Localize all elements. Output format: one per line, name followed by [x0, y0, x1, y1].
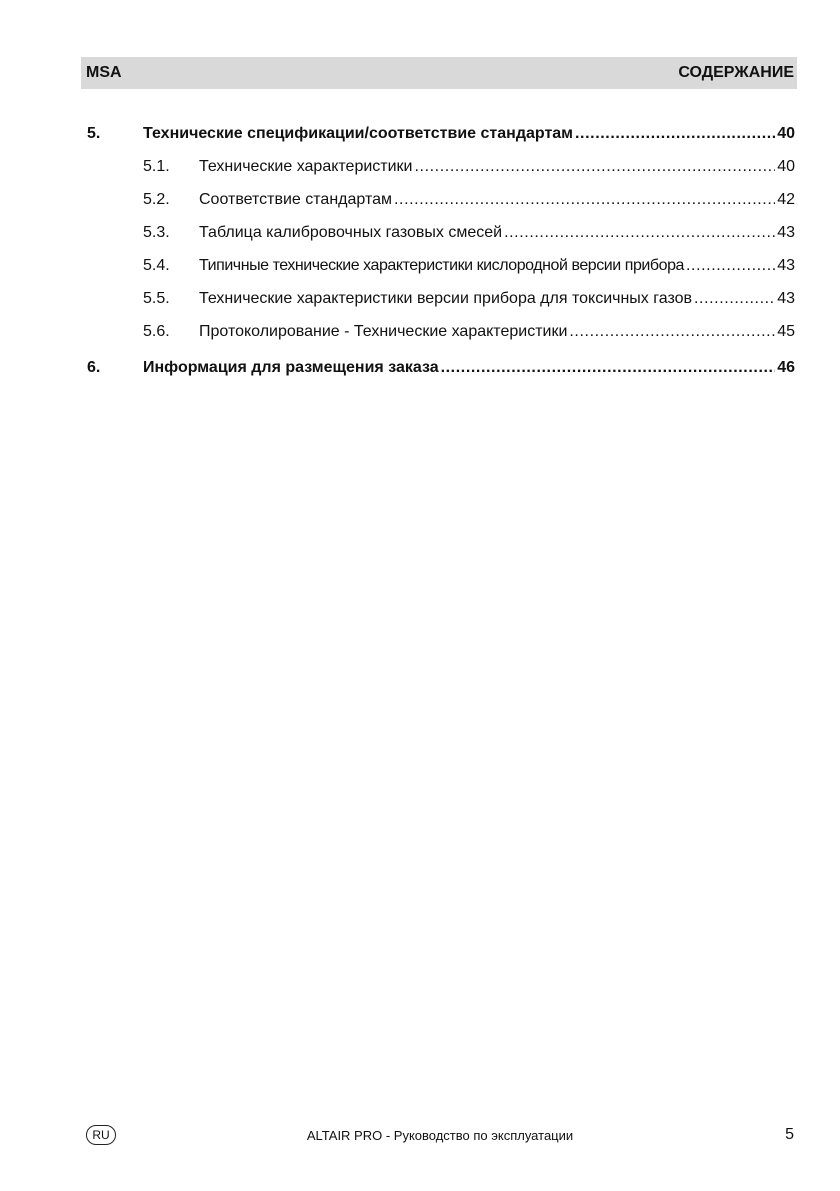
toc-entry-page: 43 [777, 224, 795, 241]
toc-entry-5-6[interactable] [143, 323, 795, 345]
toc-entry-number: 5.2. [143, 191, 170, 208]
toc-entry-page: 43 [777, 257, 795, 274]
toc-entry-5-5[interactable] [143, 290, 795, 312]
footer-document-title: ALTAIR PRO - Руководство по эксплуатации [306, 1128, 574, 1143]
toc-entry-page: 45 [777, 323, 795, 340]
toc-entry-title: Информация для размещения заказа [143, 359, 439, 376]
toc-entry-number: 5.5. [143, 290, 170, 307]
toc-dot-leader [415, 158, 776, 176]
toc-entry-title: Типичные технические характеристики кислородной версии прибора [199, 257, 684, 274]
toc-entry-number: 5.1. [143, 158, 170, 175]
toc-entry-title: Технические характеристики [199, 158, 413, 175]
toc-dot-leader [504, 224, 775, 242]
toc-dot-leader [441, 359, 776, 377]
toc-entry-number: 5.4. [143, 257, 170, 274]
toc-dot-leader [694, 290, 775, 308]
toc-entry-page: 40 [777, 158, 795, 175]
toc-entry-title: Технические спецификации/соответствие стандартам [143, 125, 574, 142]
header-section-title: СОДЕРЖАНИЕ [678, 64, 794, 81]
toc-entry-6[interactable] [87, 359, 795, 381]
toc-entry-title: Протоколирование - Технические характеристики [199, 323, 568, 340]
header-brand: MSA [86, 64, 122, 81]
toc-dot-leader [575, 125, 775, 143]
toc-dot-leader [394, 191, 775, 209]
toc-dot-leader [686, 257, 775, 275]
toc-entry-number: 5. [87, 125, 101, 142]
toc-entry-title: Соответствие стандартам [199, 191, 392, 208]
toc-entry-title: Технические характеристики версии прибора для токсичных газов [199, 290, 692, 307]
toc-entry-5-4[interactable] [143, 257, 795, 279]
toc-entry-number: 5.3. [143, 224, 170, 241]
toc-entry-5-2[interactable] [143, 191, 795, 213]
toc-entry-5-3[interactable] [143, 224, 795, 246]
toc-entry-page: 43 [777, 290, 795, 307]
toc-entry-title: Таблица калибровочных газовых смесей [199, 224, 503, 241]
toc-entry-page: 42 [777, 191, 795, 208]
toc-entry-number: 6. [87, 359, 101, 376]
toc-dot-leader [569, 323, 775, 341]
toc-entry-page: 46 [777, 359, 795, 376]
footer-page-number: 5 [785, 1126, 794, 1143]
toc-entry-page: 40 [777, 125, 795, 142]
language-badge: RU [86, 1125, 116, 1145]
toc-entry-5-1[interactable] [143, 158, 795, 180]
page-header [81, 57, 797, 89]
toc-entry-number: 5.6. [143, 323, 170, 340]
toc-entry-5[interactable] [87, 125, 795, 147]
